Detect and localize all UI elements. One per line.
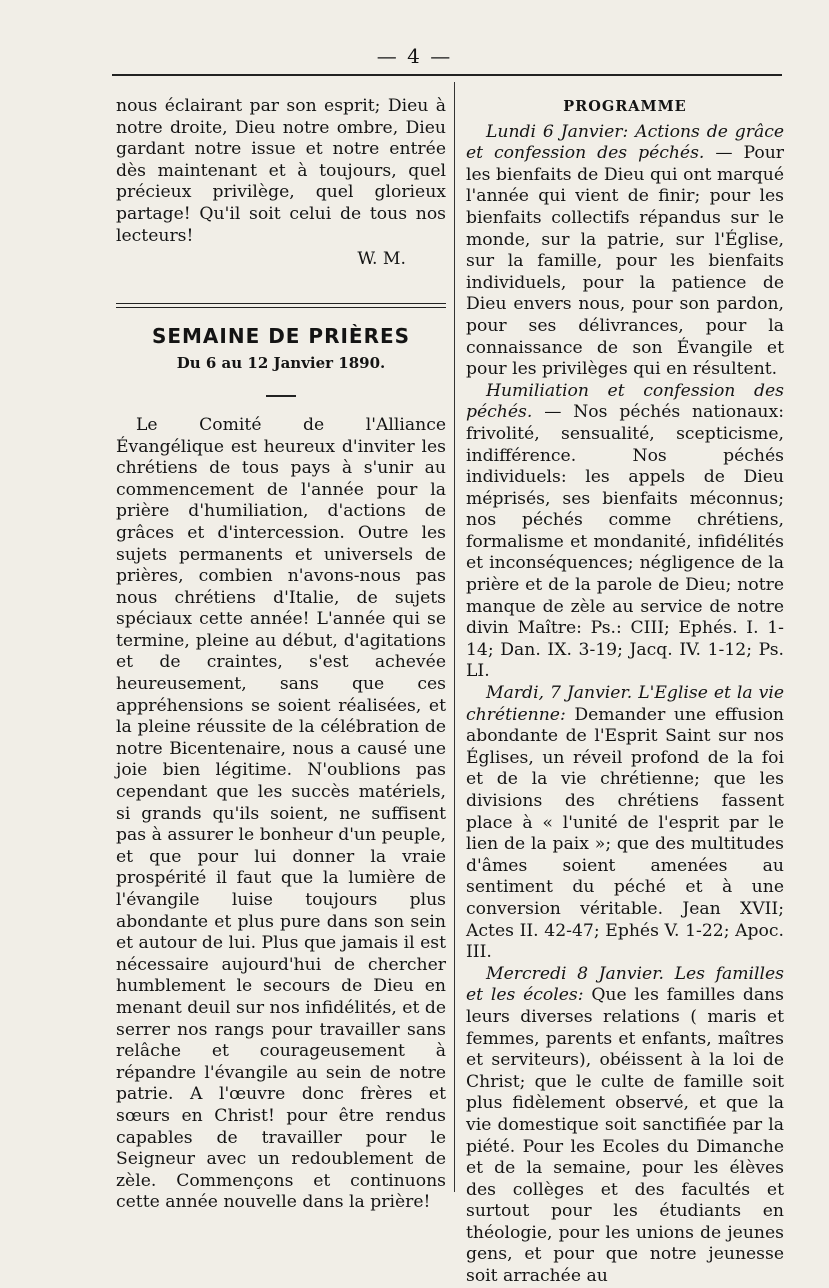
programme-entry <box>466 122 784 381</box>
programme-entry <box>466 964 784 1288</box>
title-dash <box>266 395 296 397</box>
header-rule <box>112 74 782 76</box>
page-number: — 4 — <box>376 44 453 68</box>
section-dates: Du 6 au 12 Janvier 1890. <box>176 354 386 373</box>
entry-heading: Mardi, 7 Janvier. L'Eglise et la vie chrétienne: <box>466 683 784 725</box>
right-column <box>466 96 784 1288</box>
entry-text: — Pour les bienfaits de Dieu qui ont marqué l'année qui vient de finir; pour les bienfaits collectifs répandus sur le monde, sur la patrie, sur l'Église, sur la famille, pour les bienfaits individuels, pour la patience de Dieu envers nous, pour son pardon, pour ses délivrances, pour la connaissance de son Évangile et pour les privilèges qui en résultent. <box>466 143 784 380</box>
left-column <box>116 96 446 1214</box>
opening-paragraph: nous éclairant par son esprit; Dieu à notre droite, Dieu notre ombre, Dieu gardant notre issue et notre entrée dès maintenant et à toujours, quel précieux privilège, quel glorieux partage! Qu'il soit celui de tous nos lecteurs! <box>116 96 446 246</box>
entry-heading: Humiliation et confession des péchés. <box>466 380 784 423</box>
signature: W. M. <box>357 249 406 270</box>
entry-text: Que les familles dans leurs diverses relations ( maris et femmes, parents et enfants, maîtres et serviteurs), obéissent à la loi de Christ; que le culte de famille soit plus fidèlement observé, et que la vie domestique soit sanctifiée par la piété. Pour les Ecoles du Dimanche et de la semaine, pour les élèves des collèges et des facultés et surtout pour les étudiants en théologie, pour les unions de jeunes gens, et pour que notre jeunesse soit arrachée au <box>466 985 784 1287</box>
programme-entry <box>466 381 784 683</box>
section-title: SEMAINE DE PRIÈRES <box>151 323 411 348</box>
entry-text: Demander une effusion abondante de l'Esprit Saint sur nos Églises, un réveil profond de la foi et de la vie chrétienne; que les divisions des chrétiens fassent place à « l'unité de l'esprit par le lien de la paix »; que des multitudes d'âmes soient amenées au sentiment du péché et à une conversion véritable. Jean XVII; Actes II. 42-47; Ephés V. 1-22; Apoc. III. <box>466 704 784 963</box>
entry-heading: Mercredi 8 Janvier. Les familles et les écoles: <box>466 963 784 1006</box>
entry-text: — Nos péchés nationaux: frivolité, sensualité, scepticisme, indifférence. Nos péchés individuels: les appels de Dieu méprisés, ses bienfaits méconnus; nos péchés comme chrétiens, formalisme et mondanité, infidélités et inconséquences; négligence de la prière et de la parole de Dieu; notre manque de zèle au service de notre divin Maître: Ps.: CIII; Ephés. I. 1-14; Dan. IX. 3-19; Jacq. IV. 1-12; Ps. LI. <box>466 402 784 682</box>
programme-title: PROGRAMME <box>563 98 687 115</box>
entry-heading: Lundi 6 Janvier: Actions de grâce et confession des péchés. <box>466 121 784 164</box>
column-divider <box>454 82 455 1192</box>
section-divider <box>116 303 446 308</box>
body-paragraph: Le Comité de l'Alliance Évangélique est heureux d'inviter les chrétiens de tous pays à s'unir au commencement de l'année pour la prière d'humiliation, d'actions de grâces et d'intercession. Outre les sujets permanents et universels de prières, combien n'avons-nous pas nous chrétiens d'Italie, de sujets spéciaux cette année! L'année qui se termine, pleine au début, d'agitations et de craintes, s'est achevée heureusement, sans que ces appréhensions se soient réalisées, et la pleine réussite de la célébration de notre Bicentenaire, nous a causé une joie bien légitime. N'oublions pas cependant que les succès matériels, si grands qu'ils soient, ne suffisent pas à assurer le bonheur d'un peuple, et que pour lui donner la vraie prospérité il faut que la lumière de l'évangile luise toujours plus abondante et plus pure dans son sein et autour de lui. Plus que jamais il est nécessaire aujourd'hui de chercher humblement le secours de Dieu en menant deuil sur nos infidélités, et de serrer nos rangs pour travailler sans relâche et courageusement à répandre l'évangile au sein de notre patrie. A l'œuvre donc frères et sœurs en Christ! pour être rendus capables de travailler pour le Seigneur avec un redoublement de zèle. Commençons et continuons cette année nouvelle dans la prière! <box>116 414 446 1213</box>
programme-entry <box>466 683 784 964</box>
